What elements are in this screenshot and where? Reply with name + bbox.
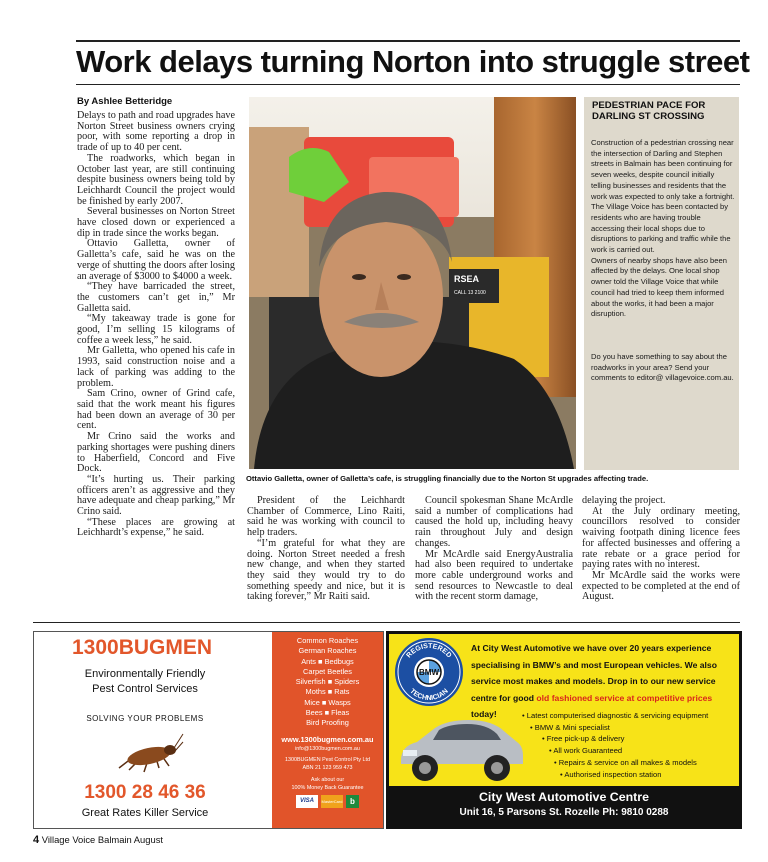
bugmen-solving: SOLVING YOUR PROBLEMS [86, 714, 204, 723]
byline: By Ashlee Betteridge [77, 96, 173, 107]
service-item: • Latest computerised diagnostic & servicing equipment [522, 711, 709, 720]
photo-caption: Ottavio Galletta, owner of Galletta’s cafe, is struggling financially due to the Norton St upgrades affecting trade. [246, 474, 649, 483]
headline-rule [76, 84, 740, 85]
sidebar-paragraph: Construction of a pedestrian crossing near the intersection of Darling and Stephen streets in Balmain has been continuing for seven weeks, despite council initially telling businesses and residents that the work was expected to only take a fortnight. The Village Voice has been contacted by residents who are having trouble accessing their local shops due to disruptions to parking and traffic while the work is carried out. [591, 138, 735, 255]
bmw-intro-text: At City West Automotive we have over 20 years experience specialising in BMW’s and most European vehicles. We also service most makes and models. Drop in to our new service centre for good [471, 643, 717, 703]
bugmen-website-link[interactable]: www.1300bugmen.com.au [281, 734, 374, 744]
service-item: • Repairs & service on all makes & models [554, 757, 697, 767]
paragraph: delaying the project. [582, 495, 666, 506]
pest-item: Common Roaches [296, 636, 359, 645]
article-column-1 [77, 111, 235, 539]
article-column-3 [415, 496, 573, 603]
pest-item: Moths ■ Rats [305, 687, 350, 697]
service-item: • Free pick-up & delivery [542, 734, 625, 744]
bugmen-tagline: Great Rates Killer Service [81, 807, 209, 819]
bugmen-email-link[interactable]: info@1300bugmen.com.au [295, 745, 360, 752]
registered-technician-badge-icon [393, 636, 465, 708]
paragraph: President of the Leichhardt Chamber of Commerce, Lino Raiti, said he was working with council to help traders. [247, 495, 405, 539]
bmw-intro-end: today! [471, 709, 497, 719]
pest-item: Bees ■ Fleas [305, 708, 350, 718]
bugmen-abn: ABN 21 123 959 473 [302, 764, 353, 771]
bugmen-line-2: Pest Control Services [92, 683, 198, 695]
article-column-4 [582, 496, 740, 603]
bankcard-icon: b [346, 795, 359, 808]
cockroach-icon [114, 728, 184, 778]
paragraph: “They have barricaded the street, the customers can’t get in,” Mr Galletta said. [77, 281, 235, 314]
badge-bottom-text: TECHNICIAN [408, 687, 450, 703]
article-photo [249, 97, 576, 469]
paragraph: Council spokesman Shane McArdle said a number of complications had caused the hold up, including heavy rain throughout July and design changes. [415, 495, 573, 549]
sidebar-body [591, 138, 735, 384]
bmw-logo-text: BMW [419, 668, 439, 677]
ad-yellow-panel [389, 634, 739, 786]
photo-sign-text: RSEA [454, 274, 480, 284]
paragraph: “These places are growing at Leichhardt’s expense,” he said. [77, 516, 235, 539]
car-icon [395, 708, 523, 786]
payment-cards [272, 795, 383, 808]
pest-item: Ants ■ Bedbugs [301, 656, 354, 666]
city-west-automotive-advert[interactable] [386, 631, 742, 829]
sidebar-box [584, 97, 739, 470]
paragraph: Mr McArdle said EnergyAustralia had also been required to undertake more cable underground works and send resources to Newcastle to deal with the recent storm damage, [415, 548, 573, 603]
pest-item: Carpet Beetles [303, 666, 352, 676]
sidebar-paragraph: Owners of nearby shops have also been affected by the delays. One local shop owner told the Village Voice that while council had tried to keep them informed about the works, it had been a major disruption. [591, 255, 727, 319]
pest-item: Bird Proofing [306, 718, 349, 728]
bugmen-company: 1300BUGMEN Pest Control Pty Ltd [284, 756, 371, 763]
bugmen-line-1: Environmentally Friendly [84, 668, 206, 680]
page-folio [33, 834, 163, 846]
service-item: • BMW & Mini specialist [530, 722, 610, 732]
ad-separator-rule [33, 622, 740, 623]
city-west-address[interactable]: Unit 16, 5 Parsons St. Rozelle Ph: 9810 0288 [459, 807, 669, 818]
paragraph: Mr Crino said the works and parking shortages were pushing diners to Haberfield, Concord and Five Dock. [77, 431, 235, 475]
publication-name: Village Voice Balmain August [41, 834, 163, 845]
pest-item: Mice ■ Wasps [304, 697, 351, 707]
mastercard-icon: MasterCard [321, 795, 343, 808]
page-number: 4 [33, 834, 40, 846]
paragraph: “I’m grateful for what they are doing. Norton Street needed a fresh new change, and when they started they said they would try to do something speedy and nice, but it is taking forever,” Mr Raiti said. [247, 537, 405, 603]
bugmen-brand: 1300BUGMEN [72, 636, 213, 659]
bmw-services-list [522, 710, 737, 780]
paragraph: Sam Crino, owner of Grind cafe, said that the work meant his figures had been down an average of 30 per cent. [77, 388, 235, 432]
bugmen-phone[interactable]: 1300 28 46 36 [84, 782, 206, 803]
service-item: • All work Guaranteed [549, 746, 623, 756]
bugmen-pest-panel [272, 632, 383, 828]
badge-top-text: REGISTERED [405, 642, 453, 660]
paragraph: Delays to path and road upgrades have Norton Street business owners crying poor, with some reporting a drop in trade of up to 40 per cent. [77, 110, 235, 154]
article-column-2 [247, 496, 405, 603]
sidebar-cta: Do you have something to say about the roadworks in your area? Send your comments to editor@ villagevoice.com.au. [591, 351, 734, 383]
sidebar-title: PEDESTRIAN PACE FOR DARLING ST CROSSING [592, 100, 706, 122]
pest-item: Silverfish ■ Spiders [295, 677, 360, 687]
bugmen-guarantee-2: 100% Money Back Guarantee [291, 784, 364, 791]
paragraph: The roadworks, which began in October last year, are still continuing despite business owners being told by Leichhardt Council the project would be finished by early 2007. [77, 152, 235, 207]
photo-illustration [249, 97, 576, 469]
paragraph: “It’s hurting us. Their parking officers aren’t as aggressive and they have adequate and cheap parking,” Mr Crino said. [77, 473, 235, 518]
paragraph: Mr Galletta, who opened his cafe in 1993, said construction noise and a lack of parking was adding to the problem. [77, 345, 235, 389]
photo-sign-small: CALL 13 2100 [454, 290, 486, 296]
pest-item: German Roaches [298, 646, 357, 656]
service-item: • Authorised inspection station [560, 769, 662, 779]
city-west-name: City West Automotive Centre [478, 790, 650, 804]
top-rule [76, 40, 740, 42]
paragraph: “My takeaway trade is gone for good, I’m selling 15 kilograms of coffee a week less,” he said. [77, 313, 235, 346]
bmw-intro-highlight: old fashioned service at competitive prices [536, 692, 713, 703]
bugmen-guarantee-1: Ask about our [310, 776, 345, 783]
paragraph: At the July ordinary meeting, councillors resolved to consider waiving footpath dining licence fees for affected businesses and offering a rate rebate or a grace period for paying rates with no interest. [582, 505, 740, 571]
paragraph: Several businesses on Norton Street have closed down or experienced a dip in trade since the works began. [77, 206, 235, 239]
bugmen-advert[interactable] [33, 631, 384, 829]
paragraph: Ottavio Galletta, owner of Galletta’s cafe, said he was on the verge of shutting the doors after losing an average of $3000 to $4000 a week. [77, 238, 235, 282]
visa-card-icon: VISA [296, 795, 318, 808]
paragraph: Mr McArdle said the works were expected to be completed at the end of August. [582, 569, 740, 603]
headline: Work delays turning Norton into struggle street [76, 44, 750, 79]
